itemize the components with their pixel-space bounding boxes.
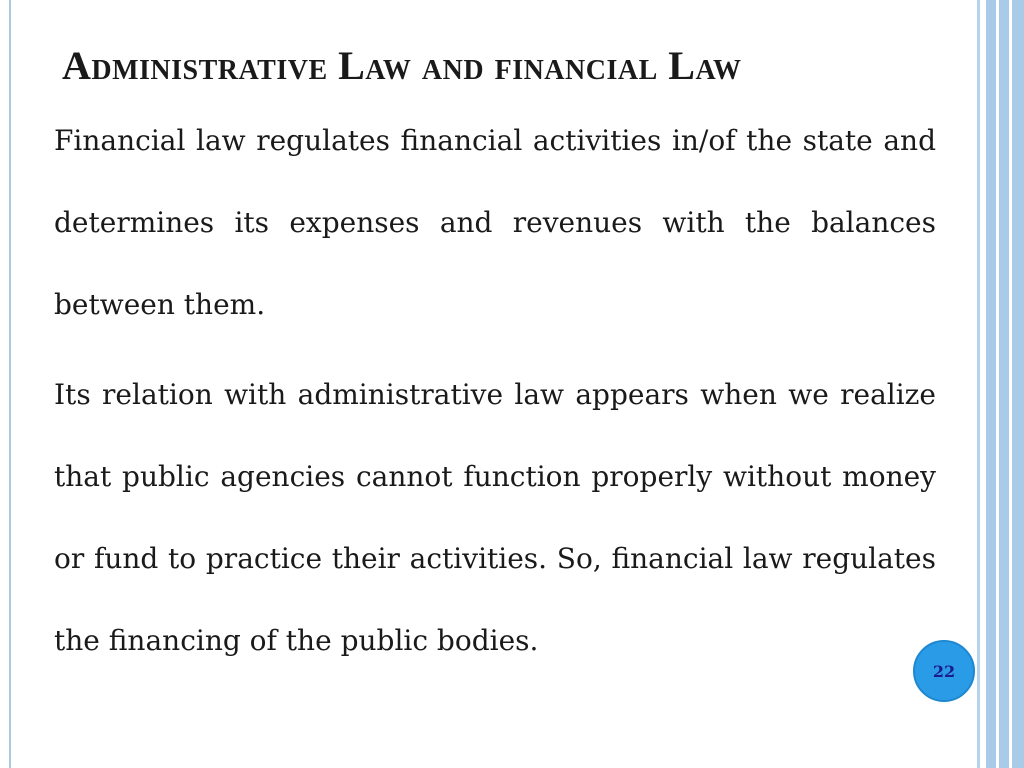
right-stripe-decoration — [972, 0, 1024, 768]
page-number-badge — [913, 640, 975, 702]
left-border-decoration — [0, 0, 12, 768]
page-number: 22 — [932, 661, 956, 681]
paragraph-financial-law: Financial law regulates financial activities in/of the state and determines its expenses and revenues with the balances between them. — [54, 124, 936, 321]
paragraph-relation: Its relation with administrative law appears when we realize that public agencies cannot function properly without money or fund to practice their activities. So, financial law regulates the financing of the public bodies. — [54, 378, 936, 657]
slide-body — [54, 100, 936, 682]
slide-title: Administrative Law and financial Law — [62, 43, 742, 88]
